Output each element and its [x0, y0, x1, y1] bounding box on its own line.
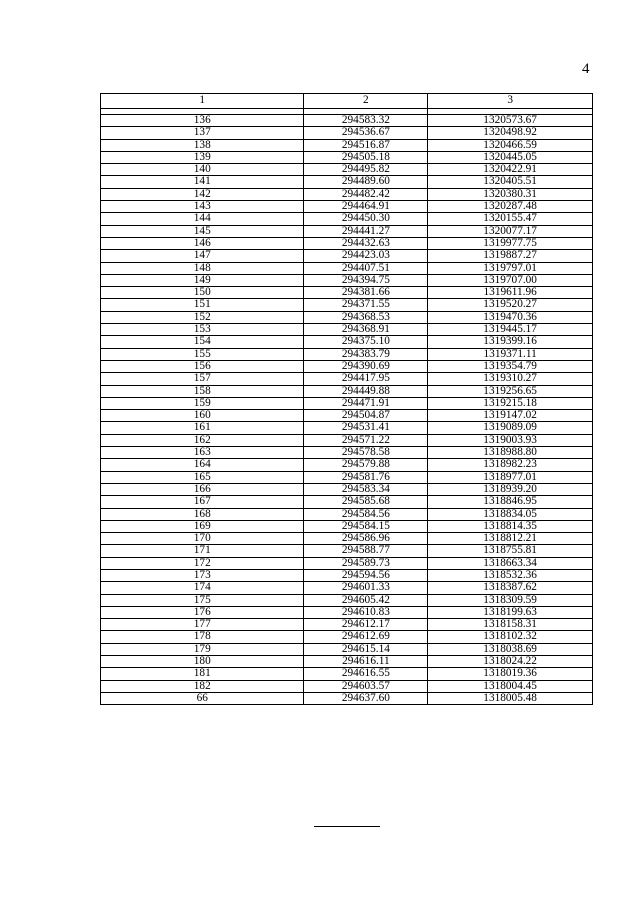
- y-coordinate-cell: 1320445.05: [428, 151, 593, 163]
- table-row: [101, 164, 593, 176]
- point-number-cell: 179: [101, 643, 304, 655]
- point-number-cell: 157: [101, 373, 304, 385]
- x-coordinate-cell: 294449.88: [304, 385, 428, 397]
- footer-rule: [314, 826, 380, 827]
- x-coordinate-cell: 294464.91: [304, 201, 428, 213]
- table-row: [101, 274, 593, 286]
- table-row: [101, 262, 593, 274]
- x-coordinate-cell: 294394.75: [304, 274, 428, 286]
- table-row: [101, 459, 593, 471]
- table-row: [101, 422, 593, 434]
- point-number-cell: 142: [101, 188, 304, 200]
- x-coordinate-cell: 294531.41: [304, 422, 428, 434]
- table-row: [101, 520, 593, 532]
- point-number-cell: 156: [101, 360, 304, 372]
- point-number-cell: 170: [101, 533, 304, 545]
- x-coordinate-cell: 294585.68: [304, 496, 428, 508]
- y-coordinate-cell: 1318812.21: [428, 533, 593, 545]
- point-number-cell: 140: [101, 164, 304, 176]
- x-coordinate-cell: 294381.66: [304, 287, 428, 299]
- y-coordinate-cell: 1318005.48: [428, 692, 593, 704]
- table-row: [101, 311, 593, 323]
- x-coordinate-cell: 294482.42: [304, 188, 428, 200]
- y-coordinate-cell: 1318977.01: [428, 471, 593, 483]
- y-coordinate-cell: 1320405.51: [428, 176, 593, 188]
- point-number-cell: 165: [101, 471, 304, 483]
- point-number-cell: 146: [101, 237, 304, 249]
- point-number-cell: 176: [101, 606, 304, 618]
- x-coordinate-cell: 294505.18: [304, 151, 428, 163]
- y-coordinate-cell: 1318199.63: [428, 606, 593, 618]
- table-row: [101, 397, 593, 409]
- point-number-cell: 168: [101, 508, 304, 520]
- table-row: [101, 139, 593, 151]
- table-row: [101, 336, 593, 348]
- point-number-cell: 143: [101, 201, 304, 213]
- y-coordinate-cell: 1319445.17: [428, 324, 593, 336]
- table-row: [101, 434, 593, 446]
- point-number-cell: 137: [101, 127, 304, 139]
- x-coordinate-cell: 294407.51: [304, 262, 428, 274]
- point-number-cell: 180: [101, 656, 304, 668]
- y-coordinate-cell: 1318024.22: [428, 656, 593, 668]
- point-number-cell: 149: [101, 274, 304, 286]
- x-coordinate-cell: 294432.63: [304, 237, 428, 249]
- table-header-row: [101, 94, 593, 109]
- y-coordinate-cell: 1318158.31: [428, 619, 593, 631]
- table-row: [101, 656, 593, 668]
- y-coordinate-cell: 1319399.16: [428, 336, 593, 348]
- table-row: [101, 471, 593, 483]
- point-number-cell: 159: [101, 397, 304, 409]
- x-coordinate-cell: 294368.53: [304, 311, 428, 323]
- point-number-cell: 164: [101, 459, 304, 471]
- y-coordinate-cell: 1320498.92: [428, 127, 593, 139]
- point-number-cell: 166: [101, 483, 304, 495]
- y-coordinate-cell: 1318939.20: [428, 483, 593, 495]
- point-number-cell: 162: [101, 434, 304, 446]
- x-coordinate-cell: 294584.15: [304, 520, 428, 532]
- y-coordinate-cell: 1318019.36: [428, 668, 593, 680]
- table-row: [101, 299, 593, 311]
- point-number-cell: 155: [101, 348, 304, 360]
- y-coordinate-cell: 1319707.00: [428, 274, 593, 286]
- y-coordinate-cell: 1319147.02: [428, 410, 593, 422]
- point-number-cell: 174: [101, 582, 304, 594]
- x-coordinate-cell: 294371.55: [304, 299, 428, 311]
- x-coordinate-cell: 294601.33: [304, 582, 428, 594]
- table-row: [101, 213, 593, 225]
- y-coordinate-cell: 1319256.65: [428, 385, 593, 397]
- point-number-cell: 161: [101, 422, 304, 434]
- x-coordinate-cell: 294579.88: [304, 459, 428, 471]
- y-coordinate-cell: 1319887.27: [428, 250, 593, 262]
- y-coordinate-cell: 1318004.45: [428, 680, 593, 692]
- table-row: [101, 594, 593, 606]
- table-row: [101, 606, 593, 618]
- x-coordinate-cell: 294588.77: [304, 545, 428, 557]
- y-coordinate-cell: 1320380.31: [428, 188, 593, 200]
- table-row: [101, 643, 593, 655]
- table-row: [101, 385, 593, 397]
- x-coordinate-cell: 294610.83: [304, 606, 428, 618]
- x-coordinate-cell: 294583.32: [304, 115, 428, 127]
- point-number-cell: 169: [101, 520, 304, 532]
- point-number-cell: 171: [101, 545, 304, 557]
- point-number-cell: 148: [101, 262, 304, 274]
- point-number-cell: 153: [101, 324, 304, 336]
- x-coordinate-cell: 294383.79: [304, 348, 428, 360]
- point-number-cell: 151: [101, 299, 304, 311]
- y-coordinate-cell: 1318846.95: [428, 496, 593, 508]
- table-row: [101, 237, 593, 249]
- y-coordinate-cell: 1318038.69: [428, 643, 593, 655]
- y-coordinate-cell: 1319089.09: [428, 422, 593, 434]
- point-number-cell: 141: [101, 176, 304, 188]
- x-coordinate-cell: 294603.57: [304, 680, 428, 692]
- y-coordinate-cell: 1318755.81: [428, 545, 593, 557]
- table-row: [101, 668, 593, 680]
- x-coordinate-cell: 294489.60: [304, 176, 428, 188]
- y-coordinate-cell: 1320287.48: [428, 201, 593, 213]
- x-coordinate-cell: 294516.87: [304, 139, 428, 151]
- point-number-cell: 181: [101, 668, 304, 680]
- table-row: [101, 557, 593, 569]
- table-row: [101, 483, 593, 495]
- y-coordinate-cell: 1319977.75: [428, 237, 593, 249]
- point-number-cell: 139: [101, 151, 304, 163]
- table-row: [101, 680, 593, 692]
- x-coordinate-cell: 294612.69: [304, 631, 428, 643]
- y-coordinate-cell: 1318532.36: [428, 569, 593, 581]
- point-number-cell: 160: [101, 410, 304, 422]
- x-coordinate-cell: 294375.10: [304, 336, 428, 348]
- x-coordinate-cell: 294584.56: [304, 508, 428, 520]
- x-coordinate-cell: 294495.82: [304, 164, 428, 176]
- y-coordinate-cell: 1319215.18: [428, 397, 593, 409]
- x-coordinate-cell: 294423.03: [304, 250, 428, 262]
- x-coordinate-cell: 294441.27: [304, 225, 428, 237]
- x-coordinate-cell: 294571.22: [304, 434, 428, 446]
- column-header-2: 2: [304, 94, 428, 109]
- x-coordinate-cell: 294368.91: [304, 324, 428, 336]
- table-body: [101, 109, 593, 705]
- y-coordinate-cell: 1318982.23: [428, 459, 593, 471]
- point-number-cell: 175: [101, 594, 304, 606]
- point-number-cell: 152: [101, 311, 304, 323]
- y-coordinate-cell: 1319371.11: [428, 348, 593, 360]
- x-coordinate-cell: 294586.96: [304, 533, 428, 545]
- y-coordinate-cell: 1319470.36: [428, 311, 593, 323]
- y-coordinate-cell: 1320573.67: [428, 115, 593, 127]
- x-coordinate-cell: 294471.91: [304, 397, 428, 409]
- table-row: [101, 545, 593, 557]
- x-coordinate-cell: 294589.73: [304, 557, 428, 569]
- table-row: [101, 225, 593, 237]
- table-row: [101, 619, 593, 631]
- point-number-cell: 178: [101, 631, 304, 643]
- x-coordinate-cell: 294583.34: [304, 483, 428, 495]
- table-row: [101, 250, 593, 262]
- x-coordinate-cell: 294612.17: [304, 619, 428, 631]
- table-row: [101, 348, 593, 360]
- y-coordinate-cell: 1318387.62: [428, 582, 593, 594]
- x-coordinate-cell: 294581.76: [304, 471, 428, 483]
- table-row: [101, 287, 593, 299]
- point-number-cell: 147: [101, 250, 304, 262]
- point-number-cell: 154: [101, 336, 304, 348]
- table-row: [101, 410, 593, 422]
- table-row: [101, 115, 593, 127]
- table-row: [101, 508, 593, 520]
- x-coordinate-cell: 294616.55: [304, 668, 428, 680]
- point-number-cell: 136: [101, 115, 304, 127]
- point-number-cell: 158: [101, 385, 304, 397]
- x-coordinate-cell: 294605.42: [304, 594, 428, 606]
- table-row: [101, 201, 593, 213]
- y-coordinate-cell: 1320422.91: [428, 164, 593, 176]
- x-coordinate-cell: 294417.95: [304, 373, 428, 385]
- point-number-cell: 66: [101, 692, 304, 704]
- y-coordinate-cell: 1320155.47: [428, 213, 593, 225]
- point-number-cell: 173: [101, 569, 304, 581]
- x-coordinate-cell: 294637.60: [304, 692, 428, 704]
- y-coordinate-cell: 1318102.32: [428, 631, 593, 643]
- y-coordinate-cell: 1318988.80: [428, 447, 593, 459]
- page-number: 4: [582, 61, 590, 77]
- table-row: [101, 360, 593, 372]
- y-coordinate-cell: 1319611.96: [428, 287, 593, 299]
- y-coordinate-cell: 1318834.05: [428, 508, 593, 520]
- table-row: [101, 631, 593, 643]
- table-row: [101, 151, 593, 163]
- y-coordinate-cell: 1320466.59: [428, 139, 593, 151]
- point-number-cell: 182: [101, 680, 304, 692]
- y-coordinate-cell: 1318309.59: [428, 594, 593, 606]
- point-number-cell: 172: [101, 557, 304, 569]
- point-number-cell: 163: [101, 447, 304, 459]
- x-coordinate-cell: 294536.67: [304, 127, 428, 139]
- table-row: [101, 447, 593, 459]
- x-coordinate-cell: 294390.69: [304, 360, 428, 372]
- point-number-cell: 150: [101, 287, 304, 299]
- point-number-cell: 145: [101, 225, 304, 237]
- table-row: [101, 692, 593, 704]
- y-coordinate-cell: 1319354.79: [428, 360, 593, 372]
- column-header-1: 1: [101, 94, 304, 109]
- table-row: [101, 373, 593, 385]
- point-number-cell: 167: [101, 496, 304, 508]
- y-coordinate-cell: 1318663.34: [428, 557, 593, 569]
- table-row: [101, 533, 593, 545]
- table-row: [101, 188, 593, 200]
- x-coordinate-cell: 294504.87: [304, 410, 428, 422]
- table-row: [101, 176, 593, 188]
- y-coordinate-cell: 1318814.35: [428, 520, 593, 532]
- y-coordinate-cell: 1319003.93: [428, 434, 593, 446]
- table-row: [101, 324, 593, 336]
- y-coordinate-cell: 1319520.27: [428, 299, 593, 311]
- x-coordinate-cell: 294615.14: [304, 643, 428, 655]
- y-coordinate-cell: 1319797.01: [428, 262, 593, 274]
- point-number-cell: 144: [101, 213, 304, 225]
- column-header-3: 3: [428, 94, 593, 109]
- table-row: [101, 569, 593, 581]
- point-number-cell: 177: [101, 619, 304, 631]
- coordinates-table: [100, 93, 593, 705]
- x-coordinate-cell: 294578.58: [304, 447, 428, 459]
- y-coordinate-cell: 1320077.17: [428, 225, 593, 237]
- x-coordinate-cell: 294616.11: [304, 656, 428, 668]
- point-number-cell: 138: [101, 139, 304, 151]
- x-coordinate-cell: 294450.30: [304, 213, 428, 225]
- table-row: [101, 582, 593, 594]
- y-coordinate-cell: 1319310.27: [428, 373, 593, 385]
- table-row: [101, 127, 593, 139]
- x-coordinate-cell: 294594.56: [304, 569, 428, 581]
- table-row: [101, 496, 593, 508]
